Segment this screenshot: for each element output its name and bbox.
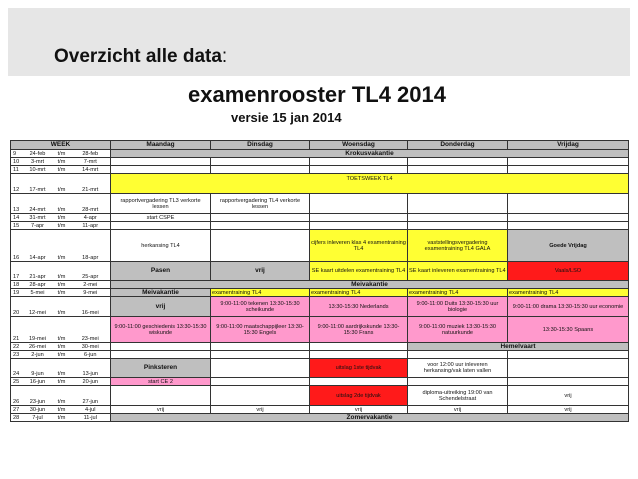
week-row-17: [11, 262, 629, 281]
week-from: 24-mrt: [23, 194, 53, 214]
cell-empty: [310, 378, 408, 386]
cell-empty: [211, 230, 310, 262]
cell-vrij: vrij: [211, 406, 310, 414]
cell-empty: [211, 343, 310, 351]
cell-herkansing: herkansing TL4: [111, 230, 211, 262]
week-to: 28-mrt: [71, 194, 111, 214]
week-number: 20: [11, 297, 23, 317]
week-number: 24: [11, 359, 23, 378]
week-number: 14: [11, 214, 23, 222]
cell-vrij: vrij: [408, 406, 508, 414]
cell-empty: [508, 351, 629, 359]
cell-empty: [111, 158, 211, 166]
week-number: 17: [11, 262, 23, 281]
cell-uitslag-1ste-tijdvak: uitslag 1ste tijdvak: [310, 359, 408, 378]
cell-examentraining: examentraining TL4: [408, 289, 508, 297]
cell-empty: [211, 386, 310, 406]
cell-vrij: vrij: [211, 262, 310, 281]
week-row-16: [11, 230, 629, 262]
cell-empty: [310, 158, 408, 166]
week-from: 2-jun: [23, 351, 53, 359]
cell-vrij: vrij: [508, 406, 629, 414]
cell-vaststellingsvergadering: vaststellingsvergadering examentraining TL4 GALA: [408, 230, 508, 262]
cell-empty: [310, 351, 408, 359]
week-from: 24-feb: [23, 150, 53, 158]
zomervakantie-bar: Zomervakantie: [111, 414, 629, 422]
week-tm: t/m: [53, 359, 71, 378]
week-row-27: [11, 406, 629, 414]
week-tm: t/m: [53, 343, 71, 351]
cell-empty: [508, 194, 629, 214]
cell-empty: [211, 378, 310, 386]
week-tm: t/m: [53, 414, 71, 422]
week-to: 11-apr: [71, 222, 111, 230]
week-tm: t/m: [53, 386, 71, 406]
day-header-donderdag: Donderdag: [408, 141, 508, 150]
schedule-title-text: examenrooster TL4 2014: [187, 82, 447, 107]
week-tm: t/m: [53, 150, 71, 158]
week-to: 6-jun: [71, 351, 111, 359]
cell-exam-spaans: 13:30-15:30 Spaans: [508, 317, 629, 343]
week-number: 15: [11, 222, 23, 230]
cell-empty: [508, 214, 629, 222]
cell-diploma-uitreiking: diploma-uitreiking 19:00 van Schendelstraat: [408, 386, 508, 406]
cell-exam-tekenen-scheikunde: 9:00-11:00 tekenen 13:30-15:30 scheikunde: [211, 297, 310, 317]
week-number: 26: [11, 386, 23, 406]
week-from: 9-jun: [23, 359, 53, 378]
cell-uitslag-2de-tijdvak: uitslag 2de tijdvak: [310, 386, 408, 406]
day-header-maandag: Maandag: [111, 141, 211, 150]
cell-pasen: Pasen: [111, 262, 211, 281]
week-row-23: [11, 351, 629, 359]
schedule-title: [0, 82, 638, 108]
cell-exam-drama-economie: 9:00-11:00 drama 13:30-15:30 uur economie: [508, 297, 629, 317]
cell-empty: [310, 194, 408, 214]
week-header: WEEK: [11, 141, 111, 150]
schedule-version: versie 15 jan 2014: [231, 110, 342, 125]
hemelvaart-bar: Hemelvaart: [408, 343, 629, 351]
cell-empty: [111, 351, 211, 359]
week-tm: t/m: [53, 214, 71, 222]
cell-vrij: vrij: [508, 386, 629, 406]
cell-empty: [211, 214, 310, 222]
cell-empty: [408, 378, 508, 386]
week-number: 12: [11, 174, 23, 194]
week-from: 3-mrt: [23, 158, 53, 166]
day-header-vrijdag: Vrijdag: [508, 141, 629, 150]
cell-empty: [111, 386, 211, 406]
week-row-18: [11, 281, 629, 289]
cell-vrij: vrij: [310, 406, 408, 414]
cell-empty: [211, 166, 310, 174]
week-to: 16-mei: [71, 297, 111, 317]
cell-empty: [111, 222, 211, 230]
week-number: 13: [11, 194, 23, 214]
week-from: 28-apr: [23, 281, 53, 289]
week-tm: t/m: [53, 222, 71, 230]
cell-empty: [508, 222, 629, 230]
cell-pinksteren: Pinksteren: [111, 359, 211, 378]
week-from: 5-mei: [23, 289, 53, 297]
cell-empty: [408, 351, 508, 359]
cell-examentraining: examentraining TL4: [310, 289, 408, 297]
week-row-14: [11, 214, 629, 222]
week-row-12: [11, 174, 629, 194]
week-tm: t/m: [53, 194, 71, 214]
week-row-10: [11, 158, 629, 166]
week-to: 28-feb: [71, 150, 111, 158]
cell-empty: [211, 351, 310, 359]
cell-exam-nederlands: 13:30-15:30 Nederlands: [310, 297, 408, 317]
cell-herkansing-inleveren: voor 12:00 uur inleveren herkansing/vak laten vallen: [408, 359, 508, 378]
cell-empty: [508, 166, 629, 174]
cell-se-kaart-uitdelen: SE kaart uitdelen examentraining TL4: [310, 262, 408, 281]
slide-title-colon: :: [221, 46, 228, 67]
week-from: 17-mrt: [23, 174, 53, 194]
cell-empty: [408, 214, 508, 222]
week-row-11: [11, 166, 629, 174]
week-number: 18: [11, 281, 23, 289]
cell-empty: [310, 166, 408, 174]
week-from: 26-mei: [23, 343, 53, 351]
week-to: 13-jun: [71, 359, 111, 378]
week-tm: t/m: [53, 230, 71, 262]
week-number: 22: [11, 343, 23, 351]
day-header-woensdag: Woensdag: [310, 141, 408, 150]
week-tm: t/m: [53, 378, 71, 386]
week-tm: t/m: [53, 262, 71, 281]
week-tm: t/m: [53, 281, 71, 289]
week-row-21: [11, 317, 629, 343]
cell-vrij: vrij: [111, 297, 211, 317]
week-to: 14-mrt: [71, 166, 111, 174]
cell-empty: [310, 222, 408, 230]
week-number: 10: [11, 158, 23, 166]
cell-vrij: vrij: [111, 406, 211, 414]
cell-empty: [508, 378, 629, 386]
week-from: 16-jun: [23, 378, 53, 386]
cell-vaals-lso: Vaals/LSO: [508, 262, 629, 281]
week-to: 9-mei: [71, 289, 111, 297]
cell-exam-aardrijkskunde-frans: 9:00-11:00 aardrijkskunde 13:30-15:30 Frans: [310, 317, 408, 343]
week-row-26: [11, 386, 629, 406]
cell-exam-maatschappijleer-engels: 9:00-11:00 maatschappijleer 13:30-15:30 Engels: [211, 317, 310, 343]
week-to: 23-mei: [71, 317, 111, 343]
week-tm: t/m: [53, 351, 71, 359]
cell-empty: [310, 343, 408, 351]
week-from: 23-jun: [23, 386, 53, 406]
cell-empty: [111, 343, 211, 351]
week-from: 7-jul: [23, 414, 53, 422]
cell-examentraining: examentraining TL4: [508, 289, 629, 297]
week-number: 28: [11, 414, 23, 422]
week-to: 11-jul: [71, 414, 111, 422]
cell-rapportvergadering-tl3: rapportvergadering TL3 verkorte lessen: [111, 194, 211, 214]
week-row-9: [11, 150, 629, 158]
cell-empty: [408, 166, 508, 174]
week-to: 21-mrt: [71, 174, 111, 194]
slide-title: [54, 46, 227, 68]
cell-exam-geschiedenis-wiskunde: 9:00-11:00 geschiedenis 13:30-15:30 wiskunde: [111, 317, 211, 343]
week-to: 4-apr: [71, 214, 111, 222]
week-number: 27: [11, 406, 23, 414]
week-row-24: [11, 359, 629, 378]
cell-exam-duits-biologie: 9:00-11:00 Duits 13:30-15:30 uur biologie: [408, 297, 508, 317]
cell-empty: [111, 166, 211, 174]
week-tm: t/m: [53, 174, 71, 194]
cell-empty: [211, 222, 310, 230]
cell-rapportvergadering-tl4: rapportvergadering TL4 verkorte lessen: [211, 194, 310, 214]
week-row-28: [11, 414, 629, 422]
slide-title-text: Overzicht alle data: [54, 46, 222, 67]
week-row-13: [11, 194, 629, 214]
week-tm: t/m: [53, 317, 71, 343]
week-row-20: [11, 297, 629, 317]
header-row: [11, 141, 629, 150]
week-from: 14-apr: [23, 230, 53, 262]
week-from: 31-mrt: [23, 214, 53, 222]
krokusvakantie-bar: Krokusvakantie: [111, 150, 629, 158]
week-number: 11: [11, 166, 23, 174]
week-to: 2-mei: [71, 281, 111, 289]
cell-start-cspe: start CSPE: [111, 214, 211, 222]
cell-empty: [211, 359, 310, 378]
cell-examentraining: examentraining TL4: [211, 289, 310, 297]
week-tm: t/m: [53, 166, 71, 174]
week-to: 18-apr: [71, 230, 111, 262]
exam-schedule-table: [10, 140, 629, 422]
cell-empty: [408, 222, 508, 230]
week-to: 4-jul: [71, 406, 111, 414]
cell-empty: [310, 214, 408, 222]
week-number: 16: [11, 230, 23, 262]
week-number: 25: [11, 378, 23, 386]
cell-empty: [408, 158, 508, 166]
week-to: 7-mrt: [71, 158, 111, 166]
week-from: 19-mei: [23, 317, 53, 343]
cell-goede-vrijdag: Goede Vrijdag: [508, 230, 629, 262]
meivakantie-bar: Meivakantie: [111, 281, 629, 289]
cell-exam-muziek-natuurkunde: 9:00-11:00 muziek 13:30-15:30 natuurkunde: [408, 317, 508, 343]
week-to: 25-apr: [71, 262, 111, 281]
week-tm: t/m: [53, 297, 71, 317]
week-tm: t/m: [53, 158, 71, 166]
cell-start-ce2: start CE 2: [111, 378, 211, 386]
week-tm: t/m: [53, 289, 71, 297]
week-from: 21-apr: [23, 262, 53, 281]
week-from: 10-mrt: [23, 166, 53, 174]
cell-empty: [408, 194, 508, 214]
week-tm: t/m: [53, 406, 71, 414]
week-number: 23: [11, 351, 23, 359]
toetsweek-bar: TOETSWEEK TL4: [111, 174, 629, 194]
cell-cijfers-inleveren: cijfers inleveren klas 4 examentraining TL4: [310, 230, 408, 262]
week-to: 20-jun: [71, 378, 111, 386]
cell-empty: [508, 359, 629, 378]
week-number: 21: [11, 317, 23, 343]
week-from: 12-mei: [23, 297, 53, 317]
week-row-15: [11, 222, 629, 230]
week-from: 30-jun: [23, 406, 53, 414]
cell-empty: [508, 158, 629, 166]
week-from: 7-apr: [23, 222, 53, 230]
week-number: 19: [11, 289, 23, 297]
week-number: 9: [11, 150, 23, 158]
cell-se-kaart-inleveren: SE kaart inleveren examentraining TL4: [408, 262, 508, 281]
day-header-dinsdag: Dinsdag: [211, 141, 310, 150]
cell-meivakantie: Meivakantie: [111, 289, 211, 297]
week-to: 30-mei: [71, 343, 111, 351]
week-row-25: [11, 378, 629, 386]
week-to: 27-jun: [71, 386, 111, 406]
week-row-22: [11, 343, 629, 351]
cell-empty: [211, 158, 310, 166]
week-row-19: [11, 289, 629, 297]
